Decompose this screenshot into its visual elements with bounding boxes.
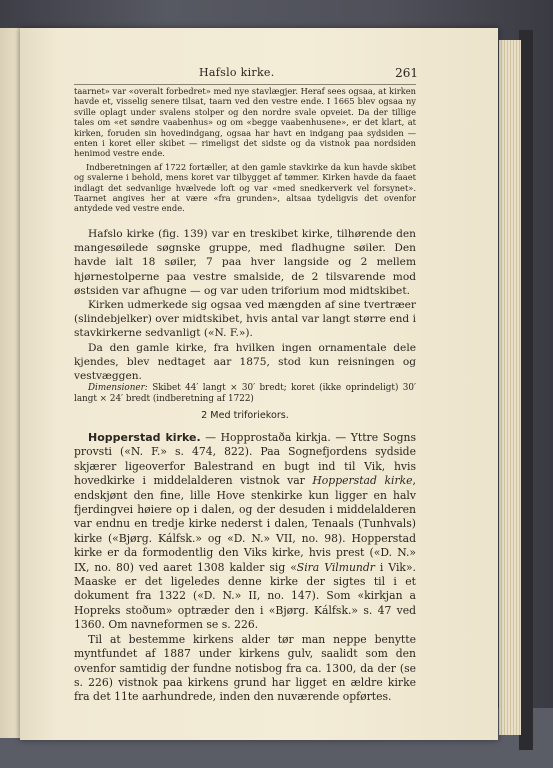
body-paragraph: Kirken udmerkede sig ogsaa ved mængden af sine tvertræer (slindebjelker) over midtskibet, hvis antal var langt større end i stavkirkerne sedvanligt («N. F.»). [74, 299, 416, 340]
page-edges [499, 40, 521, 735]
book-cover [519, 30, 533, 750]
dimensions-label: Dimensioner: [88, 383, 148, 394]
page-number: 261 [395, 66, 418, 80]
note-paragraph: Indberetningen af 1722 fortæller, at den gamle stavkirke da kun havde skibet og svalerne i behold, mens koret var tilbygget af tømmer. Kirken havde da faaet indlagt det sedvanlige hvælvede loft og var «med snedkerverk vel forsynet». Taarnet angives her at være «fra grunden», altsaa tydeligvis det ovenfor antydede ved vestre ende. [74, 161, 416, 214]
dimensions-text: Skibet 44′ langt ⨯ 30′ bredt; koret (ikke oprindeligt) 30′ langt ⨯ 24′ bredt (indberetning af 1722) [74, 383, 416, 405]
text-run: i Vik». Maaske er det ligeledes denne kirke der sigtes til i et dokument fra 1322 («D. N.» II, no. 147). Som «kirkjan a Hopreks stoðum» optræder den i «Bjørg. Kálfsk.» s. 47 ved 1360. Om navneformen se s. 226. [74, 560, 416, 632]
italic-run: Hopperstad kirke [312, 474, 413, 488]
text-run: , endskjønt den fine, lille Hove stenkirke kun ligger en halv fjerdingvei høiere op i dalen, og der desuden i middelalderen var endnu en tredje kirke nederst i dalen, Tenaals (Tunhvals) kirke («Bjørg. Kálfsk.» og «D. N.» VII, no. 98). Hopperstad kirke er da formodentlig den Viks kirke, hvis prest («D. N.» IX, no. 80) ved aaret 1308 kalder sig « [74, 474, 416, 574]
hopperstad-text [74, 431, 416, 705]
italic-run: Sira Vilmundr [296, 560, 375, 574]
body-paragraph: Hafslo kirke (fig. 139) var en treskibet kirke, tilhørende den mangesøilede søgnske gruppe, med fladhugne søiler. Den havde ialt 18 søiler, 7 paa hver langside og 2 mellem hjørnestolperne paa vestre smalside, de 2 tilsvarende mod østsiden var afhugne — og var uden triforium mod midtskibet. [74, 228, 416, 297]
entry-lead: Hopperstad kirke. [88, 431, 201, 444]
book-page [20, 28, 498, 740]
body-paragraph [74, 431, 416, 633]
note-block [74, 86, 416, 214]
running-header [74, 66, 416, 82]
note-paragraph: taarnet» var «overalt forbedret» med nye stavlægjer. Heraf sees ogsaa, at kirken havde et, visselig senere tilsat, taarn ved den vestre ende. I 1665 blev ogsaa ny sville oplagt under svalens stolper og den nordre svale opveiet. Da der tillige tales om «et søndre vaabenhus» og om «begge vaabenhusene», er det klart, at kirken, foruden sin hovedindgang, ogsaa har havt en indgang paa sydsiden — enten i koret eller skibet — rimeligst det sidste og da vistnok paa nordsiden henimod vestre ende. [74, 86, 416, 159]
section-heading: 2 Med triforiekors. [201, 410, 289, 421]
dimensions-line [74, 383, 416, 405]
main-text [74, 227, 416, 405]
body-paragraph: Da den gamle kirke, fra hvilken ingen ornamentale dele kjendes, blev nedtaget aar 1875, stod kun reisningen og vestvæggen. [74, 341, 416, 383]
text-run: — Hopprostaða kirkja. — Yttre Sogns provsti («N. F.» s. 474, 822). Paa Sognefjordens sydside skjærer ligeoverfor Balestrand en bugt ind til Vik, hvis hovedkirke i middelalderen vistnok var [74, 431, 416, 488]
body-paragraph: Til at bestemme kirkens alder tør man neppe benytte myntfundet af 1887 under kirkens gulv, saalidt som den ovenfor samtidig der fundne notisbog fra ca. 1300, da der (se s. 226) vistnok paa kirkens grund har ligget en ældre kirke fra det 11te aarhundrede, inden den nuværende opførtes. [74, 632, 416, 704]
running-title: Hafslo kirke. [199, 66, 275, 79]
header-rule [74, 84, 416, 85]
